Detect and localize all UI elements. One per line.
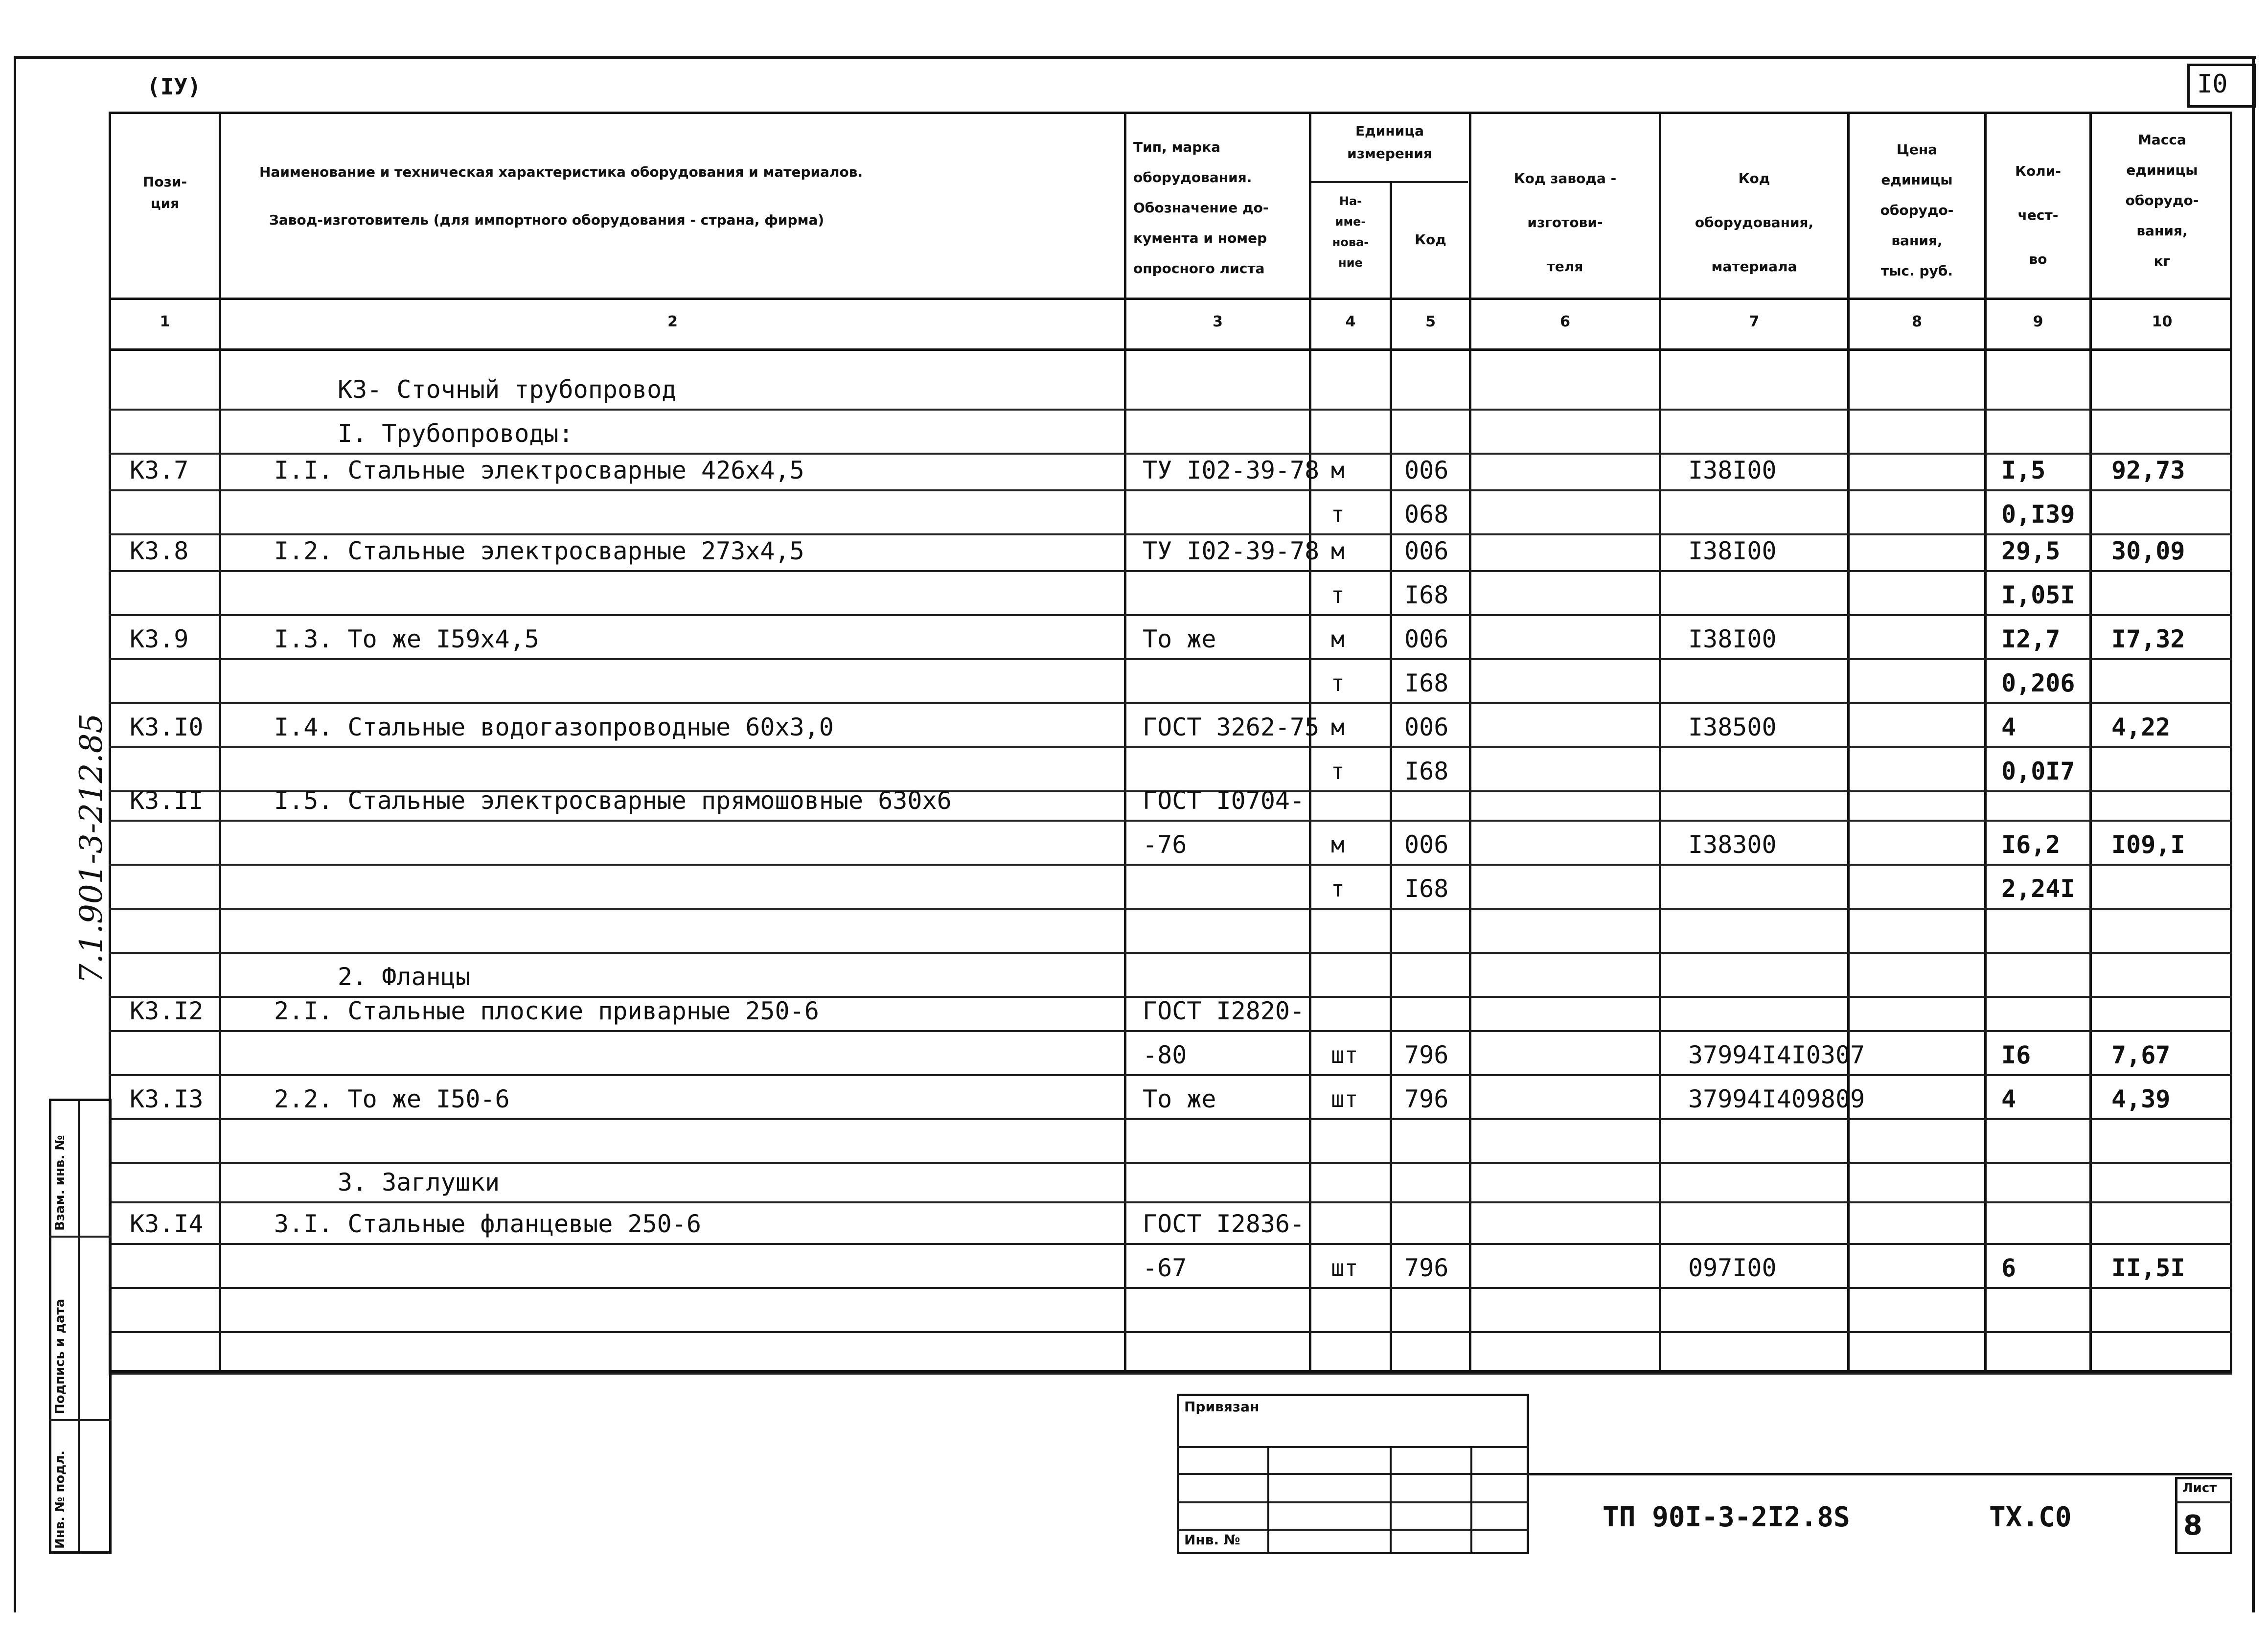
- unit-code-cell: 796: [1404, 1254, 1449, 1282]
- col-number-7: 7: [1749, 313, 1760, 330]
- col-line-1: [219, 112, 221, 1374]
- unit-code-cell: I68: [1404, 669, 1449, 697]
- col-line-2: [1124, 112, 1126, 1374]
- col-number-8: 8: [1912, 313, 1922, 330]
- name-cell: I.3. То же I59х4,5: [274, 625, 539, 653]
- document-cell: -80: [1143, 1041, 1187, 1069]
- position-cell: К3.I0: [130, 713, 204, 741]
- col-number-9: 9: [2033, 313, 2043, 330]
- unit-code-cell: 006: [1404, 830, 1449, 859]
- header-position: Пози- ция: [142, 174, 187, 211]
- position-cell: К3.8: [130, 537, 189, 565]
- document-cell: ТУ I02-39-78: [1143, 537, 1320, 565]
- unit-name-cell: т: [1331, 670, 1345, 696]
- col-number-6: 6: [1560, 313, 1570, 330]
- col-number-10: 10: [2152, 313, 2173, 330]
- sheet-label: Лист: [2182, 1481, 2217, 1495]
- unit-name-cell: м: [1331, 626, 1345, 652]
- row-separator: [109, 1074, 2232, 1076]
- name-cell: 3.I. Стальные фланцевые 250-6: [274, 1210, 701, 1238]
- position-cell: К3.7: [130, 456, 189, 484]
- bound-stamp-col3: [1470, 1446, 1472, 1554]
- header-document: Тип, марка оборудования. Обозначение до- кумента и номер опросного листа: [1133, 139, 1269, 276]
- unit-name-cell: т: [1331, 501, 1345, 528]
- unit-code-cell: 006: [1404, 625, 1449, 653]
- row-separator: [109, 1331, 2232, 1333]
- row-separator: [109, 1201, 2232, 1203]
- material-code-cell: I38300: [1688, 830, 1777, 859]
- quantity-cell: 6: [2001, 1254, 2016, 1282]
- row-separator: [109, 1243, 2232, 1245]
- col-number-3: 3: [1213, 313, 1223, 330]
- header-unit-name: На- име- нова- ние: [1332, 194, 1369, 270]
- mass-cell: I09,I: [2111, 830, 2185, 859]
- document-cell: ГОСТ 3262-75: [1143, 713, 1320, 741]
- sheet-number: 8: [2183, 1510, 2202, 1541]
- name-cell: I.5. Стальные электросварные прямошовные 630х6: [274, 786, 952, 815]
- bound-stamp-line4: [1177, 1529, 1529, 1531]
- unit-code-cell: 796: [1404, 1085, 1449, 1113]
- col-line-4: [1390, 181, 1392, 1374]
- inv-label: Инв. №: [1184, 1532, 1240, 1548]
- side-label-signature: Подпись и дата: [53, 1298, 68, 1414]
- side-handwritten-code: 7.1.901-3-212.85: [73, 713, 110, 984]
- row-separator: [109, 864, 2232, 866]
- header-unit-group: Единица измерения: [1347, 123, 1432, 161]
- row-separator: [109, 614, 2232, 616]
- col-number-4: 4: [1345, 313, 1356, 330]
- col-line-5: [1469, 112, 1471, 1374]
- mass-cell: II,5I: [2111, 1254, 2185, 1282]
- mass-cell: 7,67: [2111, 1041, 2171, 1069]
- row-separator: [109, 1373, 2232, 1375]
- position-cell: К3.I4: [130, 1210, 204, 1238]
- unit-name-cell: т: [1331, 875, 1345, 902]
- title-block-top-line: [109, 1370, 2232, 1373]
- quantity-cell: I6,2: [2001, 830, 2061, 859]
- bound-stamp-line2: [1177, 1473, 1529, 1475]
- material-code-cell: I38I00: [1688, 625, 1777, 653]
- bound-label: Привязан: [1184, 1399, 1260, 1415]
- material-code-cell: I38500: [1688, 713, 1777, 741]
- document-cell: ГОСТ I2820-: [1143, 997, 1305, 1025]
- left-border: [14, 56, 16, 1612]
- name-cell: 2.I. Стальные плоские приварные 250-6: [274, 997, 819, 1025]
- quantity-cell: 29,5: [2001, 537, 2061, 565]
- unit-name-cell: шт: [1331, 1086, 1358, 1112]
- side-stamp-divider: [78, 1099, 80, 1554]
- row-separator: [109, 1162, 2232, 1164]
- position-cell: К3.I3: [130, 1085, 204, 1113]
- unit-name-cell: т: [1331, 758, 1345, 784]
- quantity-cell: 0,206: [2001, 669, 2075, 697]
- unit-name-cell: шт: [1331, 1042, 1358, 1068]
- document-cell: ГОСТ I0704-: [1143, 786, 1305, 815]
- mass-cell: I7,32: [2111, 625, 2185, 653]
- row-separator: [109, 820, 2232, 822]
- unit-code-cell: 006: [1404, 537, 1449, 565]
- document-cell: То же: [1143, 1085, 1216, 1113]
- quantity-cell: 4: [2001, 713, 2016, 741]
- document-cell: ГОСТ I2836-: [1143, 1210, 1305, 1238]
- material-code-cell: I38I00: [1688, 456, 1777, 484]
- unit-code-cell: 006: [1404, 456, 1449, 484]
- document-cell: То же: [1143, 625, 1216, 653]
- row-separator: [109, 1030, 2232, 1032]
- unit-name-cell: м: [1331, 831, 1345, 858]
- header-name-line2: Завод-изготовитель (для импортного оборудования - страна, фирма): [269, 212, 825, 228]
- col-number-2: 2: [667, 313, 678, 330]
- name-cell: 2. Фланцы: [338, 963, 470, 991]
- sheet-number-top: I0: [2197, 69, 2228, 99]
- header-plant-code: Код завода - изготови- теля: [1513, 170, 1617, 275]
- name-cell: I.2. Стальные электросварные 273х4,5: [274, 537, 804, 565]
- row-separator: [109, 489, 2232, 491]
- header-bottom-line: [109, 298, 2232, 300]
- bound-stamp-col2: [1390, 1446, 1392, 1554]
- unit-code-cell: I68: [1404, 874, 1449, 903]
- material-code-cell: I38I00: [1688, 537, 1777, 565]
- unit-code-cell: 006: [1404, 713, 1449, 741]
- quantity-cell: I,05I: [2001, 581, 2075, 609]
- bound-stamp-line1: [1177, 1446, 1529, 1448]
- row-separator: [109, 746, 2232, 748]
- column-numbers-bottom-line: [109, 348, 2232, 351]
- unit-name-cell: м: [1331, 457, 1345, 483]
- mass-cell: 92,73: [2111, 456, 2185, 484]
- row-separator: [109, 570, 2232, 572]
- header-price: Цена единицы оборудо- вания, тыс. руб.: [1880, 141, 1954, 279]
- unit-name-cell: м: [1331, 538, 1345, 564]
- header-unit-code: Код: [1415, 231, 1446, 248]
- unit-name-cell: т: [1331, 582, 1345, 608]
- row-separator: [109, 1118, 2232, 1120]
- header-material-code: Код оборудования, материала: [1695, 170, 1814, 275]
- position-cell: К3.II: [130, 786, 204, 815]
- mass-cell: 30,09: [2111, 537, 2185, 565]
- row-separator: [109, 453, 2232, 455]
- quantity-cell: 4: [2001, 1085, 2016, 1113]
- top-border: [15, 56, 2256, 59]
- col-number-5: 5: [1425, 313, 1436, 330]
- name-cell: I.4. Стальные водогазопроводные 60х3,0: [274, 713, 834, 741]
- row-separator: [109, 658, 2232, 660]
- position-cell: К3.I2: [130, 997, 204, 1025]
- row-separator: [109, 702, 2232, 704]
- col-line-6: [1659, 112, 1661, 1374]
- unit-name-cell: шт: [1331, 1255, 1358, 1281]
- row-separator: [109, 409, 2232, 411]
- row-separator: [109, 1287, 2232, 1289]
- right-border: [2252, 56, 2255, 1612]
- quantity-cell: I6: [2001, 1041, 2031, 1069]
- document-cell: -76: [1143, 830, 1187, 859]
- unit-name-cell: м: [1331, 714, 1345, 740]
- row-separator: [109, 908, 2232, 910]
- col-number-1: 1: [160, 313, 170, 330]
- name-cell: I.I. Стальные электросварные 426х4,5: [274, 456, 804, 484]
- side-label-inv-orig: Инв. № подл.: [53, 1450, 68, 1549]
- header-mass: Масса единицы оборудо- вания, кг: [2125, 132, 2199, 269]
- col-line-7: [1847, 112, 1850, 1374]
- unit-code-cell: I68: [1404, 581, 1449, 609]
- unit-code-cell: 068: [1404, 500, 1449, 529]
- name-cell: К3- Сточный трубопровод: [338, 375, 677, 404]
- document-cell: ТУ I02-39-78: [1143, 456, 1320, 484]
- position-cell: К3.9: [130, 625, 189, 653]
- document-code: ТП 90I-3-2I2.8S: [1603, 1501, 1850, 1533]
- header-quantity: Коли- чест- во: [2015, 163, 2061, 267]
- unit-group-divider: [1309, 181, 1468, 183]
- col-line-9: [2089, 112, 2092, 1374]
- material-code-cell: 097I00: [1688, 1254, 1777, 1282]
- mass-cell: 4,39: [2111, 1085, 2171, 1113]
- side-stamp-row2: [49, 1419, 112, 1421]
- section-code: (IУ): [147, 73, 201, 100]
- name-cell: 2.2. То же I50-6: [274, 1085, 510, 1113]
- quantity-cell: I,5: [2001, 456, 2046, 484]
- col-line-8: [1984, 112, 1987, 1374]
- material-code-cell: 37994I4I0307: [1688, 1041, 1865, 1069]
- quantity-cell: 0,0I7: [2001, 757, 2075, 785]
- name-cell: 3. Заглушки: [338, 1168, 500, 1196]
- side-stamp-row1: [49, 1236, 112, 1238]
- quantity-cell: I2,7: [2001, 625, 2061, 653]
- unit-code-cell: 796: [1404, 1041, 1449, 1069]
- name-cell: I. Трубопроводы:: [338, 419, 573, 448]
- title-block-mid-line: [1529, 1473, 2232, 1475]
- bound-stamp-col1: [1267, 1446, 1269, 1554]
- quantity-cell: 0,I39: [2001, 500, 2075, 529]
- material-code-cell: 37994I409809: [1688, 1085, 1865, 1113]
- row-separator: [109, 952, 2232, 954]
- bound-stamp-line3: [1177, 1501, 1529, 1503]
- quantity-cell: 2,24I: [2001, 874, 2075, 903]
- row-separator: [109, 533, 2232, 535]
- header-name-line1: Наименование и техническая характеристика оборудования и материалов.: [259, 164, 863, 180]
- sheet-box-divider: [2175, 1501, 2232, 1503]
- document-mark: ТХ.С0: [1989, 1501, 2072, 1533]
- col-line-3: [1309, 112, 1311, 1374]
- side-label-replacement: Взам. инв. №: [53, 1135, 68, 1231]
- document-cell: -67: [1143, 1254, 1187, 1282]
- unit-code-cell: I68: [1404, 757, 1449, 785]
- mass-cell: 4,22: [2111, 713, 2171, 741]
